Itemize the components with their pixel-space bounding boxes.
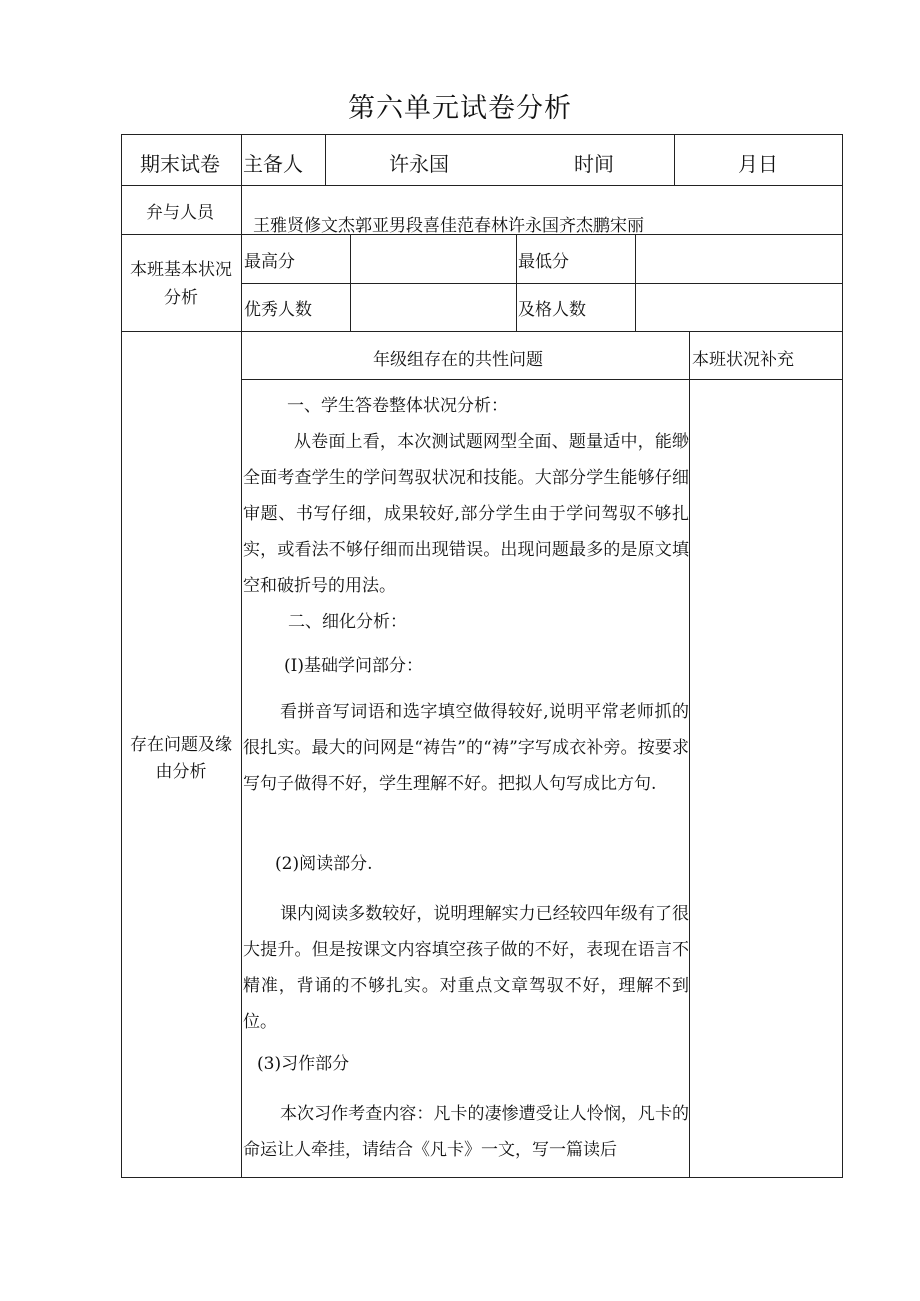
row-divider — [241, 379, 843, 380]
table-border-bottom — [121, 1177, 843, 1178]
class-status-label: 本班基本状况分析 — [130, 260, 232, 308]
col-divider — [689, 331, 690, 1178]
pass-count-label: 及格人数 — [518, 300, 586, 320]
col-divider — [241, 134, 242, 1178]
max-score-label: 最高分 — [244, 252, 295, 272]
row-divider — [241, 283, 843, 284]
preparer-label: 主备人 — [243, 152, 303, 176]
table-border-top — [121, 134, 843, 135]
part2-heading: (2)阅读部分. — [275, 854, 373, 874]
col-divider — [674, 134, 675, 185]
participants-names: 王雅贤修文杰郭亚男段喜佳范春林许永国齐杰鹏宋丽 — [253, 216, 644, 236]
common-issues-header: 年级组存在的共性问题 — [373, 350, 543, 370]
participants-label: 弁与人员 — [146, 203, 214, 223]
section2-heading: 二、细化分析： — [288, 612, 407, 632]
preparer-name: 许永国 — [389, 152, 449, 176]
time-label: 时间 — [574, 152, 614, 176]
row-divider — [121, 185, 843, 186]
table-border-left — [121, 134, 122, 1178]
section1-body: 从卷面上看，本次测试题网型全面、题量适中，能缈全面考查学生的学问驾驭状况和技能。大部分学生能够仔细审题、书写仔细，成果较好,部分学生由于学问驾驭不够扎实，或看法不够仔细而出现错误。出现问题最多的是原文填空和破折号的用法。 — [243, 432, 689, 596]
date-value: 月日 — [738, 152, 778, 176]
page-title: 第六单元试卷分析 — [348, 93, 572, 124]
table-border-right — [842, 134, 843, 1178]
class-supplement-header: 本班状况补充 — [692, 350, 794, 370]
part3-heading: (3)习作部分 — [257, 1054, 350, 1074]
part2-body: 课内阅读多数较好，说明理解实力已经较四年级有了很大提升。但是按课文内容填空孩子做的不好，表现在语言不精准，背诵的不够扎实。对重点文章驾驭不好，理解不到位。 — [243, 904, 689, 1032]
col-divider — [325, 134, 326, 185]
part1-heading: (I)基础学问部分： — [284, 656, 423, 676]
exam-type-label: 期末试卷 — [140, 152, 220, 176]
col-divider — [516, 234, 517, 331]
section1-heading: 一、学生答卷整体状况分析： — [287, 396, 508, 416]
part1-body: 看拼音写词语和选字填空做得较好,说明平常老师抓的很扎实。最大的问网是“祷告”的“祷”字写成衣补旁。按要求写句子做得不好，学生理解不好。把拟人句写成比方句. — [243, 702, 689, 794]
excellent-count-label: 优秀人数 — [244, 300, 312, 320]
analysis-side-label: 存在问题及缘由分析 — [130, 735, 232, 782]
row-divider — [121, 331, 843, 332]
col-divider — [350, 234, 351, 331]
min-score-label: 最低分 — [518, 252, 569, 272]
col-divider — [635, 234, 636, 331]
part3-body: 本次习作考查内容：凡卡的凄惨遭受让人怜悯，凡卡的命运让人牵挂，请结合《凡卡》一文，写一篇读后 — [243, 1104, 689, 1160]
